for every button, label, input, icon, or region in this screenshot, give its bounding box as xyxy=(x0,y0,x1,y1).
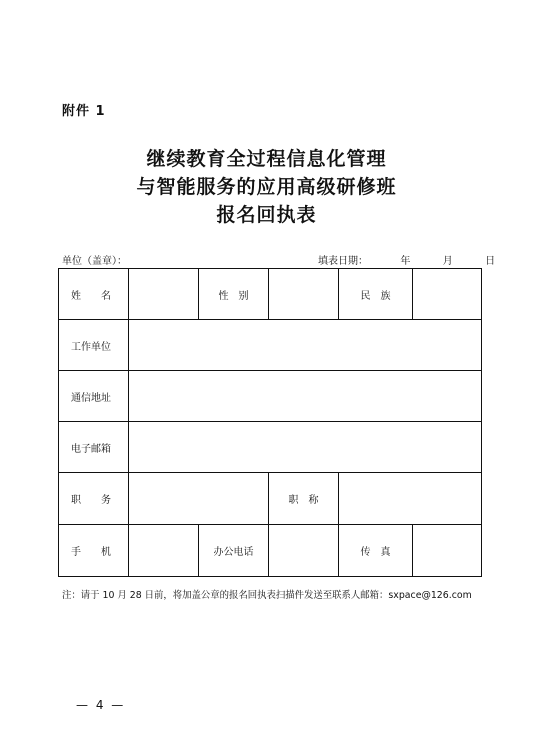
gender-label: 性 别 xyxy=(199,269,269,320)
title-line-1: 继续教育全过程信息化管理 xyxy=(146,148,387,170)
attachment-label: 附件 1 xyxy=(62,104,106,119)
submission-note: 注：请于 10 月 28 日前，将加盖公章的报名回执表扫描件发送至联系人邮箱：sxpace@126.com xyxy=(62,590,472,601)
name-label: 姓 名 xyxy=(59,269,129,320)
address-field[interactable] xyxy=(129,371,482,422)
address-label: 通信地址 xyxy=(59,371,129,422)
office-phone-label: 办公电话 xyxy=(199,525,269,577)
name-field[interactable] xyxy=(129,269,199,320)
title-label: 职 称 xyxy=(269,473,339,525)
fax-field[interactable] xyxy=(413,525,482,577)
fill-date-year: 年 xyxy=(400,256,411,267)
ethnicity-label: 民 族 xyxy=(339,269,413,320)
ethnicity-field[interactable] xyxy=(413,269,482,320)
position-label: 职 务 xyxy=(59,473,129,525)
fill-date-month: 月 xyxy=(442,256,453,267)
unit-label: 单位（盖章）： xyxy=(62,256,127,267)
fill-date-day: 日 xyxy=(485,256,496,267)
page-number: — 4 — xyxy=(76,698,126,712)
fill-date-label: 填表日期： xyxy=(318,256,368,267)
work-unit-field[interactable] xyxy=(129,320,482,371)
mobile-label: 手 机 xyxy=(59,525,129,577)
email-field[interactable] xyxy=(129,422,482,473)
office-phone-field[interactable] xyxy=(269,525,339,577)
title-field[interactable] xyxy=(339,473,482,525)
registration-form-table xyxy=(58,268,482,577)
mobile-field[interactable] xyxy=(129,525,199,577)
work-unit-label: 工作单位 xyxy=(59,320,129,371)
fill-date xyxy=(318,252,495,267)
title-line-2: 与智能服务的应用高级研修班 xyxy=(136,176,397,198)
position-field[interactable] xyxy=(129,473,269,525)
gender-field[interactable] xyxy=(269,269,339,320)
title-line-3: 报名回执表 xyxy=(216,204,317,226)
email-label: 电子邮箱 xyxy=(59,422,129,473)
fax-label: 传 真 xyxy=(339,525,413,577)
